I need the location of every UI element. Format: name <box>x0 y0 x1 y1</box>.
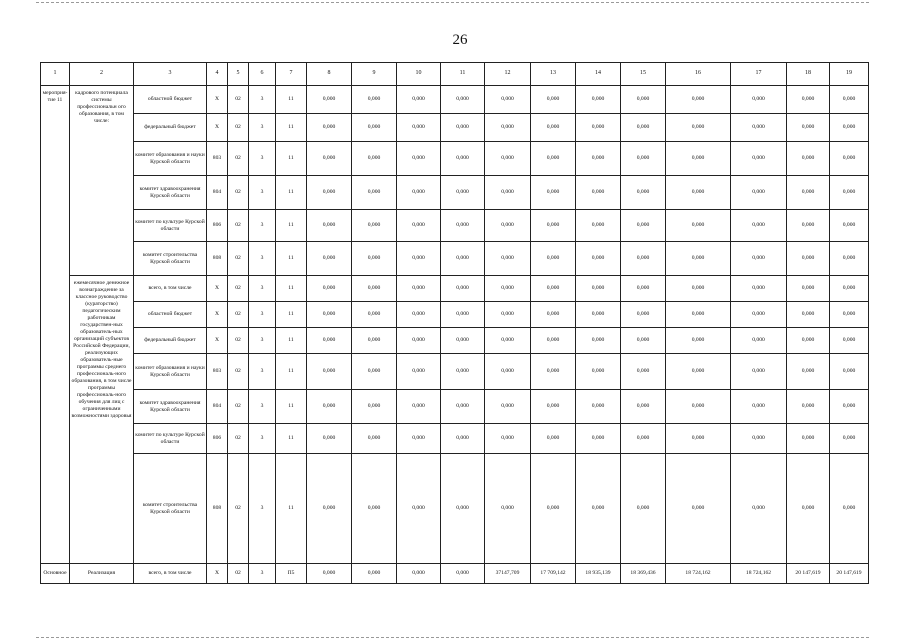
value-cell: 0,000 <box>441 454 485 564</box>
value-cell: 0,000 <box>397 176 441 210</box>
value-cell: 0,000 <box>787 354 830 390</box>
value-cell: 0,000 <box>576 142 621 176</box>
table-row <box>41 564 869 584</box>
value-cell: 0,000 <box>307 86 352 114</box>
table-row <box>41 424 869 454</box>
value-cell: 0,000 <box>531 328 576 354</box>
value-cell: 0,000 <box>397 114 441 142</box>
funding-source-cell: областной бюджет <box>134 302 207 328</box>
value-cell: 0,000 <box>787 276 830 302</box>
value-cell: 18 369,436 <box>621 564 666 584</box>
value-cell: 0,000 <box>621 114 666 142</box>
value-cell: 0,000 <box>576 454 621 564</box>
funding-source-cell: комитет строительства Курской области <box>134 454 207 564</box>
table-row <box>41 354 869 390</box>
value-cell: 0,000 <box>485 390 531 424</box>
header-cell: 4 <box>207 63 228 86</box>
value-cell: 0,000 <box>531 454 576 564</box>
value-cell: 0,000 <box>397 354 441 390</box>
value-cell: 0,000 <box>666 142 731 176</box>
value-cell: 0,000 <box>352 210 397 242</box>
header-cell: 7 <box>276 63 307 86</box>
funding-source-cell: комитет по культуре Курской области <box>134 424 207 454</box>
header-cell: 9 <box>352 63 397 86</box>
value-cell: 0,000 <box>666 114 731 142</box>
code-cell: 3 <box>249 564 276 584</box>
funding-source-cell: федеральный бюджет <box>134 114 207 142</box>
value-cell: 0,000 <box>441 302 485 328</box>
funding-source-cell: всего, в том числе <box>134 276 207 302</box>
value-cell: 0,000 <box>531 210 576 242</box>
header-cell: 13 <box>531 63 576 86</box>
code-cell: 02 <box>228 302 249 328</box>
header-cell: 14 <box>576 63 621 86</box>
value-cell: 0,000 <box>485 354 531 390</box>
header-cell: 6 <box>249 63 276 86</box>
value-cell: 0,000 <box>441 354 485 390</box>
code-cell: 3 <box>249 276 276 302</box>
header-cell: 8 <box>307 63 352 86</box>
value-cell: 0,000 <box>352 424 397 454</box>
bottom-scan-edge <box>36 637 869 638</box>
value-cell: 0,000 <box>666 328 731 354</box>
value-cell: 0,000 <box>787 142 830 176</box>
header-cell: 12 <box>485 63 531 86</box>
value-cell: 0,000 <box>485 302 531 328</box>
measure-description-cell: ежемесячное денежное вознаграждение за классное руководство (кураторство) педагогическим работникам государствен-ных образователь-ных организаций субъектов Российской Федерации, реализующих образователь-ные программы среднего профессиональ-ного образования, в том числе программы профессиональ-ного обучения для лиц с ограниченными возможностями здоровья <box>70 276 134 564</box>
value-cell: 0,000 <box>397 390 441 424</box>
value-cell: 0,000 <box>731 176 787 210</box>
header-cell: 2 <box>70 63 134 86</box>
funding-source-cell: областной бюджет <box>134 86 207 114</box>
value-cell: 0,000 <box>441 390 485 424</box>
value-cell: 0,000 <box>787 390 830 424</box>
value-cell: 0,000 <box>531 114 576 142</box>
value-cell: 0,000 <box>621 276 666 302</box>
table-row <box>41 302 869 328</box>
value-cell: 0,000 <box>307 176 352 210</box>
value-cell: 0,000 <box>397 302 441 328</box>
value-cell: 0,000 <box>731 114 787 142</box>
value-cell: 0,000 <box>830 176 869 210</box>
code-cell: 3 <box>249 454 276 564</box>
header-cell: 10 <box>397 63 441 86</box>
value-cell: 0,000 <box>621 302 666 328</box>
value-cell: 0,000 <box>666 210 731 242</box>
value-cell: 0,000 <box>531 176 576 210</box>
code-cell: 3 <box>249 86 276 114</box>
table-row <box>41 142 869 176</box>
code-cell: 804 <box>207 176 228 210</box>
value-cell: 0,000 <box>576 242 621 276</box>
value-cell: 0,000 <box>830 454 869 564</box>
value-cell: 0,000 <box>787 328 830 354</box>
table-row <box>41 328 869 354</box>
table-row <box>41 242 869 276</box>
value-cell: 17 709,142 <box>531 564 576 584</box>
value-cell: 0,000 <box>397 454 441 564</box>
page-number: 26 <box>452 32 468 48</box>
code-cell: 02 <box>228 354 249 390</box>
value-cell: 0,000 <box>531 86 576 114</box>
code-cell: 3 <box>249 210 276 242</box>
value-cell: 0,000 <box>397 276 441 302</box>
value-cell: 0,000 <box>307 210 352 242</box>
funding-source-cell: комитет образования и науки Курской области <box>134 354 207 390</box>
table-row <box>41 86 869 114</box>
budget-table <box>40 62 869 584</box>
code-cell: X <box>207 302 228 328</box>
value-cell: 0,000 <box>830 390 869 424</box>
code-cell: 806 <box>207 424 228 454</box>
value-cell: 0,000 <box>576 424 621 454</box>
value-cell: 0,000 <box>531 390 576 424</box>
value-cell: 0,000 <box>621 424 666 454</box>
value-cell: 0,000 <box>731 142 787 176</box>
value-cell: 0,000 <box>621 210 666 242</box>
value-cell: 20 147,619 <box>830 564 869 584</box>
funding-source-cell: комитет здравоохранения Курской области <box>134 390 207 424</box>
code-cell: 3 <box>249 354 276 390</box>
code-cell: 3 <box>249 390 276 424</box>
value-cell: 0,000 <box>531 424 576 454</box>
code-cell: 02 <box>228 86 249 114</box>
value-cell: 0,000 <box>830 302 869 328</box>
value-cell: 0,000 <box>307 390 352 424</box>
header-cell: 5 <box>228 63 249 86</box>
value-cell: 0,000 <box>576 276 621 302</box>
budget-table-body <box>41 63 869 584</box>
header-cell: 3 <box>134 63 207 86</box>
code-cell: 804 <box>207 390 228 424</box>
value-cell: 0,000 <box>307 242 352 276</box>
header-cell: 11 <box>441 63 485 86</box>
value-cell: 0,000 <box>787 302 830 328</box>
value-cell: 0,000 <box>397 242 441 276</box>
value-cell: 0,000 <box>576 302 621 328</box>
value-cell: 0,000 <box>485 176 531 210</box>
measure-description-cell: кадрового потенциала системы профессиональн ого образования, в том числе: <box>70 86 134 276</box>
code-cell: 803 <box>207 142 228 176</box>
code-cell: X <box>207 276 228 302</box>
table-row <box>41 210 869 242</box>
value-cell: 0,000 <box>352 242 397 276</box>
value-cell: 0,000 <box>485 276 531 302</box>
value-cell: 0,000 <box>531 276 576 302</box>
value-cell: 0,000 <box>485 86 531 114</box>
value-cell: 0,000 <box>731 390 787 424</box>
value-cell: 0,000 <box>441 328 485 354</box>
value-cell: 0,000 <box>307 424 352 454</box>
value-cell: 0,000 <box>397 328 441 354</box>
measure-description-cell: Реализация <box>70 564 134 584</box>
value-cell: 0,000 <box>621 354 666 390</box>
code-cell: 11 <box>276 354 307 390</box>
value-cell: 0,000 <box>397 210 441 242</box>
value-cell: 0,000 <box>830 86 869 114</box>
value-cell: 0,000 <box>621 142 666 176</box>
value-cell: 0,000 <box>441 114 485 142</box>
table-row <box>41 454 869 564</box>
value-cell: 0,000 <box>352 86 397 114</box>
value-cell: 0,000 <box>485 242 531 276</box>
value-cell: 0,000 <box>485 210 531 242</box>
value-cell: 0,000 <box>485 424 531 454</box>
table-row <box>41 114 869 142</box>
code-cell: 02 <box>228 142 249 176</box>
value-cell: 0,000 <box>576 114 621 142</box>
value-cell: 0,000 <box>830 354 869 390</box>
value-cell: 0,000 <box>307 302 352 328</box>
value-cell: 0,000 <box>576 176 621 210</box>
header-cell: 1 <box>41 63 70 86</box>
value-cell: 0,000 <box>731 242 787 276</box>
value-cell: 0,000 <box>621 242 666 276</box>
code-cell: 11 <box>276 210 307 242</box>
value-cell: 0,000 <box>731 354 787 390</box>
top-scan-edge <box>36 2 869 3</box>
value-cell: 0,000 <box>830 114 869 142</box>
funding-source-cell: комитет образования и науки Курской области <box>134 142 207 176</box>
measure-label-cell: мероприя-тие 11 <box>41 86 70 564</box>
value-cell: 0,000 <box>352 176 397 210</box>
header-row <box>41 63 869 86</box>
code-cell: 02 <box>228 454 249 564</box>
code-cell: 3 <box>249 176 276 210</box>
header-cell: 16 <box>666 63 731 86</box>
value-cell: 0,000 <box>787 176 830 210</box>
value-cell: 0,000 <box>441 564 485 584</box>
value-cell: 0,000 <box>397 86 441 114</box>
value-cell: 0,000 <box>731 424 787 454</box>
value-cell: 0,000 <box>830 210 869 242</box>
funding-source-cell: федеральный бюджет <box>134 328 207 354</box>
code-cell: 11 <box>276 86 307 114</box>
code-cell: 02 <box>228 114 249 142</box>
table-row <box>41 390 869 424</box>
value-cell: 0,000 <box>352 354 397 390</box>
value-cell: 0,000 <box>397 424 441 454</box>
value-cell: 0,000 <box>307 564 352 584</box>
value-cell: 0,000 <box>830 142 869 176</box>
value-cell: 20 147,619 <box>787 564 830 584</box>
value-cell: 0,000 <box>830 276 869 302</box>
value-cell: 0,000 <box>531 242 576 276</box>
funding-source-cell: комитет строительства Курской области <box>134 242 207 276</box>
value-cell: 0,000 <box>621 390 666 424</box>
value-cell: 0,000 <box>621 328 666 354</box>
code-cell: 11 <box>276 176 307 210</box>
value-cell: 18 724,162 <box>666 564 731 584</box>
code-cell: X <box>207 114 228 142</box>
header-cell: 19 <box>830 63 869 86</box>
value-cell: 0,000 <box>666 354 731 390</box>
header-cell: 17 <box>731 63 787 86</box>
value-cell: 0,000 <box>666 302 731 328</box>
value-cell: 0,000 <box>485 328 531 354</box>
value-cell: 37147,709 <box>485 564 531 584</box>
code-cell: 808 <box>207 242 228 276</box>
value-cell: 0,000 <box>787 210 830 242</box>
code-cell: 11 <box>276 114 307 142</box>
value-cell: 0,000 <box>485 454 531 564</box>
code-cell: 808 <box>207 454 228 564</box>
value-cell: 0,000 <box>307 354 352 390</box>
value-cell: 0,000 <box>352 454 397 564</box>
code-cell: 02 <box>228 328 249 354</box>
value-cell: 0,000 <box>531 302 576 328</box>
value-cell: 0,000 <box>666 276 731 302</box>
value-cell: 0,000 <box>731 328 787 354</box>
value-cell: 0,000 <box>441 424 485 454</box>
value-cell: 0,000 <box>787 242 830 276</box>
value-cell: 0,000 <box>666 390 731 424</box>
value-cell: 0,000 <box>787 454 830 564</box>
code-cell: 3 <box>249 328 276 354</box>
value-cell: 0,000 <box>352 114 397 142</box>
value-cell: 0,000 <box>441 86 485 114</box>
code-cell: 806 <box>207 210 228 242</box>
code-cell: 02 <box>228 276 249 302</box>
value-cell: 0,000 <box>441 142 485 176</box>
code-cell: 11 <box>276 454 307 564</box>
value-cell: 0,000 <box>352 276 397 302</box>
value-cell: 0,000 <box>731 454 787 564</box>
value-cell: 0,000 <box>576 354 621 390</box>
code-cell: 11 <box>276 276 307 302</box>
value-cell: 0,000 <box>441 176 485 210</box>
code-cell: X <box>207 86 228 114</box>
value-cell: 0,000 <box>307 114 352 142</box>
code-cell: 11 <box>276 328 307 354</box>
value-cell: 0,000 <box>307 276 352 302</box>
value-cell: 0,000 <box>666 86 731 114</box>
value-cell: 0,000 <box>830 424 869 454</box>
code-cell: 02 <box>228 176 249 210</box>
value-cell: 0,000 <box>441 276 485 302</box>
value-cell: 0,000 <box>441 242 485 276</box>
value-cell: 0,000 <box>621 176 666 210</box>
value-cell: 0,000 <box>531 354 576 390</box>
value-cell: 0,000 <box>787 114 830 142</box>
value-cell: 0,000 <box>307 454 352 564</box>
value-cell: 0,000 <box>485 114 531 142</box>
value-cell: 0,000 <box>830 242 869 276</box>
value-cell: 0,000 <box>666 424 731 454</box>
value-cell: 0,000 <box>576 328 621 354</box>
value-cell: 0,000 <box>830 328 869 354</box>
code-cell: 3 <box>249 424 276 454</box>
value-cell: 0,000 <box>731 86 787 114</box>
value-cell: 0,000 <box>787 86 830 114</box>
code-cell: 02 <box>228 424 249 454</box>
value-cell: 0,000 <box>307 328 352 354</box>
value-cell: 0,000 <box>485 142 531 176</box>
value-cell: 0,000 <box>576 210 621 242</box>
funding-source-cell: всего, в том числе <box>134 564 207 584</box>
code-cell: 02 <box>228 242 249 276</box>
code-cell: 02 <box>228 210 249 242</box>
value-cell: 0,000 <box>731 302 787 328</box>
code-cell: 11 <box>276 142 307 176</box>
value-cell: 0,000 <box>352 564 397 584</box>
value-cell: 0,000 <box>731 210 787 242</box>
code-cell: 3 <box>249 114 276 142</box>
code-cell: 3 <box>249 302 276 328</box>
header-cell: 18 <box>787 63 830 86</box>
value-cell: 0,000 <box>576 86 621 114</box>
code-cell: 803 <box>207 354 228 390</box>
code-cell: X <box>207 564 228 584</box>
value-cell: 0,000 <box>397 142 441 176</box>
value-cell: 0,000 <box>621 86 666 114</box>
value-cell: 0,000 <box>666 242 731 276</box>
value-cell: 0,000 <box>307 142 352 176</box>
code-cell: П5 <box>276 564 307 584</box>
value-cell: 0,000 <box>666 176 731 210</box>
code-cell: 02 <box>228 390 249 424</box>
code-cell: 11 <box>276 390 307 424</box>
value-cell: 0,000 <box>397 564 441 584</box>
table-row <box>41 276 869 302</box>
code-cell: 02 <box>228 564 249 584</box>
code-cell: 11 <box>276 302 307 328</box>
value-cell: 0,000 <box>352 390 397 424</box>
table-row <box>41 176 869 210</box>
value-cell: 0,000 <box>352 328 397 354</box>
header-cell: 15 <box>621 63 666 86</box>
value-cell: 18 724,162 <box>731 564 787 584</box>
value-cell: 0,000 <box>441 210 485 242</box>
value-cell: 18 935,139 <box>576 564 621 584</box>
code-cell: X <box>207 328 228 354</box>
funding-source-cell: комитет здравоохранения Курской области <box>134 176 207 210</box>
measure-label-cell: Основное <box>41 564 70 584</box>
value-cell: 0,000 <box>352 302 397 328</box>
value-cell: 0,000 <box>352 142 397 176</box>
value-cell: 0,000 <box>666 454 731 564</box>
code-cell: 11 <box>276 242 307 276</box>
funding-source-cell: комитет по культуре Курской области <box>134 210 207 242</box>
value-cell: 0,000 <box>576 390 621 424</box>
code-cell: 11 <box>276 424 307 454</box>
code-cell: 3 <box>249 242 276 276</box>
value-cell: 0,000 <box>621 454 666 564</box>
value-cell: 0,000 <box>531 142 576 176</box>
code-cell: 3 <box>249 142 276 176</box>
value-cell: 0,000 <box>787 424 830 454</box>
value-cell: 0,000 <box>731 276 787 302</box>
